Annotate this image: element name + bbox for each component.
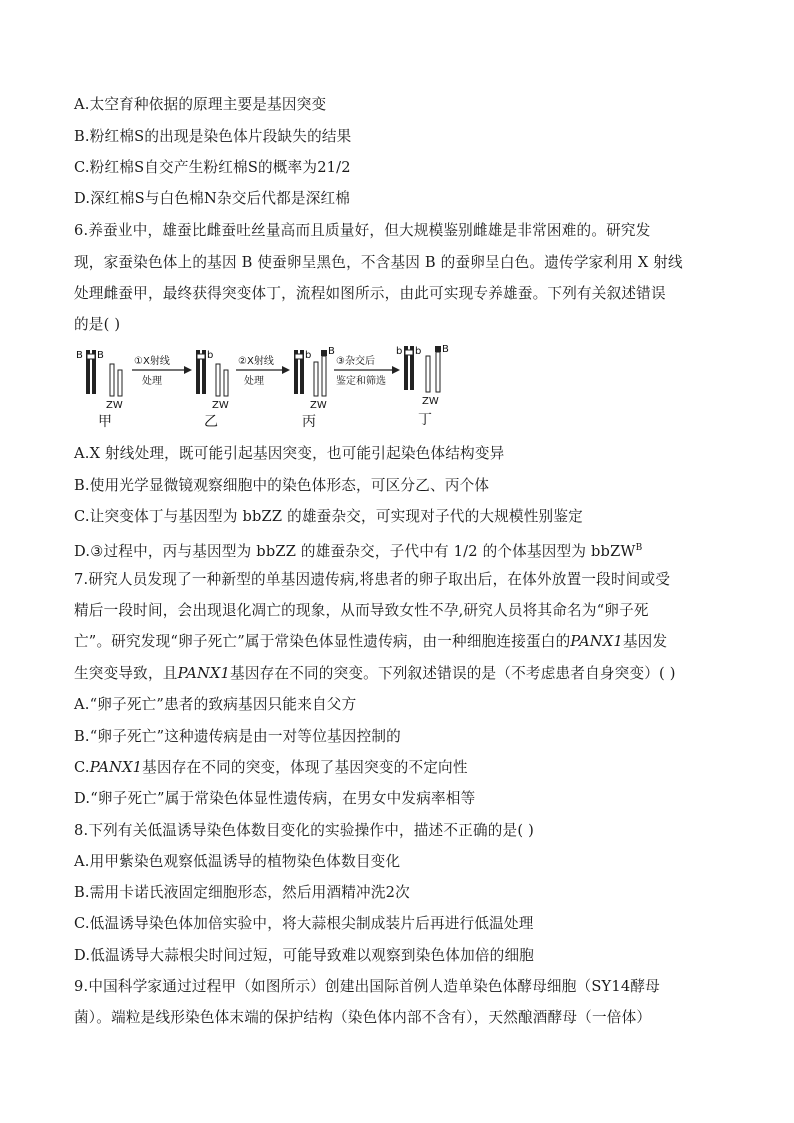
zw-label: ZW — [310, 400, 327, 411]
z-chromosome — [426, 356, 430, 392]
gene-label-b-lower: b — [396, 346, 403, 357]
arrow-3-top: ③杂交后 — [336, 356, 375, 367]
stage-yi — [196, 350, 229, 430]
question-7-line-4 — [74, 664, 724, 684]
question-8: 8.下列有关低温诱导染色体数目变化的实验操作中，描述不正确的是( ) — [74, 822, 534, 839]
z-chromosome — [110, 364, 114, 396]
option-6d-text: D.③过程中，丙与基因型为 bbZZ 的雄蚕杂交，子代中有 1/2 的个体基因型为 bbZW — [74, 543, 636, 560]
q7-text-d: 基因存在不同的突变。下列叙述错误的是（不考虑患者自身突变）( ) — [230, 665, 676, 682]
gene-band — [87, 354, 95, 359]
option-5d: D.深红棉S与白色棉N杂交后代都是深红棉 — [74, 190, 351, 207]
option-8c: C.低温诱导染色体加倍实验中，将大蒜根尖制成装片后再进行低温处理 — [74, 915, 534, 932]
option-6a: A.X 射线处理，既可能引起基因突变，也可能引起染色体结构变异 — [74, 445, 505, 462]
stage-name-bing: 丙 — [302, 414, 316, 430]
option-8b: B.需用卡诺氏液固定细胞形态，然后用酒精冲洗2次 — [74, 884, 410, 901]
gene-label-b-upper: B — [76, 350, 83, 361]
question-6-line-1: 6.养蚕业中，雄蚕比雌蚕吐丝量高而且质量好，但大规模鉴别雌雄是非常困难的。研究发 — [74, 222, 651, 239]
gene-label-b-upper: B — [328, 346, 335, 357]
w-chromosome — [224, 370, 228, 396]
w-chromosome-translocated — [322, 356, 326, 396]
option-5a: A.太空育种依据的原理主要是基因突变 — [74, 96, 327, 113]
arrow-3-bottom: 鉴定和筛选 — [336, 376, 386, 387]
arrow-head — [184, 366, 192, 374]
option-5b: B.粉红棉S的出现是染色体片段缺失的结果 — [74, 128, 352, 145]
q7-text-a: 亡”。研究发现“卵子死亡”属于常染色体显性遗传病，由一种细胞连接蛋白的 — [74, 633, 571, 650]
gene-band — [295, 354, 303, 359]
gene-band — [197, 354, 205, 359]
arrow-2-bottom: 处理 — [244, 376, 264, 387]
arrow-step-2 — [236, 354, 290, 387]
gene-label-b-upper: B — [97, 350, 104, 361]
translocated-segment — [435, 346, 441, 352]
gene-band — [405, 350, 413, 355]
stage-jia — [76, 350, 123, 430]
zw-label: ZW — [422, 396, 439, 407]
gene-name: PANX1 — [89, 759, 143, 776]
question-7-line-1: 7.研究人员发现了一种新型的单基因遗传病,将患者的卵子取出后，在体外放置一段时间或受 — [74, 571, 671, 588]
stage-name-jia: 甲 — [98, 414, 112, 430]
option-8d: D.低温诱导大蒜根尖时间过短，可能导致难以观察到染色体加倍的细胞 — [74, 947, 535, 964]
gene-label-b-upper: B — [442, 344, 449, 355]
gene-name: PANX1 — [177, 665, 231, 682]
option-7d: D.“卵子死亡”属于常染色体显性遗传病，在男女中发病率相等 — [74, 790, 476, 807]
gene-label-b-lower: b — [415, 346, 422, 357]
option-6c: C.让突变体丁与基因型为 bbZZ 的雄蚕杂交，可实现对子代的大规模性别鉴定 — [74, 508, 583, 525]
arrow-1-bottom: 处理 — [142, 376, 162, 387]
question-6-line-4: 的是( ) — [74, 316, 121, 333]
stage-ding — [396, 344, 449, 428]
arrow-head — [282, 366, 290, 374]
w-chromosome — [118, 370, 122, 396]
superscript-b: B — [635, 543, 643, 553]
question-7-line-3 — [74, 632, 724, 652]
question-7-line-2: 精后一段时间，会出现退化凋亡的现象，从而导致女性不孕,研究人员将其命名为“卵子死 — [74, 602, 649, 619]
question-9-line-2: 菌）。端粒是线形染色体末端的保护结构（染色体内部不含有），天然酿酒酵母（一倍体） — [74, 1009, 652, 1026]
chromosome-diagram — [74, 340, 474, 432]
gene-label-b-lower: b — [305, 350, 312, 361]
w-chromosome-translocated — [436, 352, 440, 392]
arrow-step-1 — [132, 354, 192, 387]
question-9-line-1: 9.中国科学家通过过程甲（如图所示）创建出国际首例人造单染色体酵母细胞（SY14酵母 — [74, 978, 660, 995]
option-7c — [74, 758, 724, 778]
q7-text-b: 基因发 — [622, 633, 668, 650]
option-7b: B.“卵子死亡”这种遗传病是由一对等位基因控制的 — [74, 728, 401, 745]
stage-name-ding: 丁 — [418, 412, 432, 428]
gene-label-b-lower: b — [207, 350, 214, 361]
option-7a: A.“卵子死亡”患者的致病基因只能来自父方 — [74, 696, 357, 713]
option-8a: A.用甲紫染色观察低温诱导的植物染色体数目变化 — [74, 853, 401, 870]
translocated-segment — [321, 350, 327, 356]
arrow-2-top: ②X射线 — [238, 356, 274, 367]
option-7c-text: 基因存在不同的突变，体现了基因突变的不定向性 — [142, 759, 468, 776]
zw-label: ZW — [212, 400, 229, 411]
zw-label: ZW — [106, 400, 123, 411]
gene-name: PANX1 — [570, 633, 623, 650]
question-6-line-3: 处理雌蚕甲，最终获得突变体丁，流程如图所示，由此可实现专养雄蚕。下列有关叙述错误 — [74, 285, 666, 302]
question-6-line-2: 现，家蚕染色体上的基因 B 使蚕卵呈黑色，不含基因 B 的蚕卵呈白色。遗传学家利用 X 射线 — [74, 254, 683, 271]
stage-bing — [294, 346, 335, 430]
z-chromosome — [314, 362, 318, 396]
z-chromosome — [216, 364, 220, 396]
q7-text-c: 生突变导致，且 — [74, 665, 178, 682]
stage-name-yi: 乙 — [204, 414, 218, 430]
option-7c-prefix: C. — [74, 759, 90, 776]
arrow-step-3 — [334, 354, 400, 387]
option-5c: C.粉红棉S自交产生粉红棉S的概率为21/2 — [74, 159, 351, 176]
arrow-1-top: ①X射线 — [134, 356, 170, 367]
option-6b: B.使用光学显微镜观察细胞中的染色体形态，可区分乙、丙个体 — [74, 477, 490, 494]
option-6d — [74, 538, 724, 562]
arrow-head — [392, 366, 400, 374]
